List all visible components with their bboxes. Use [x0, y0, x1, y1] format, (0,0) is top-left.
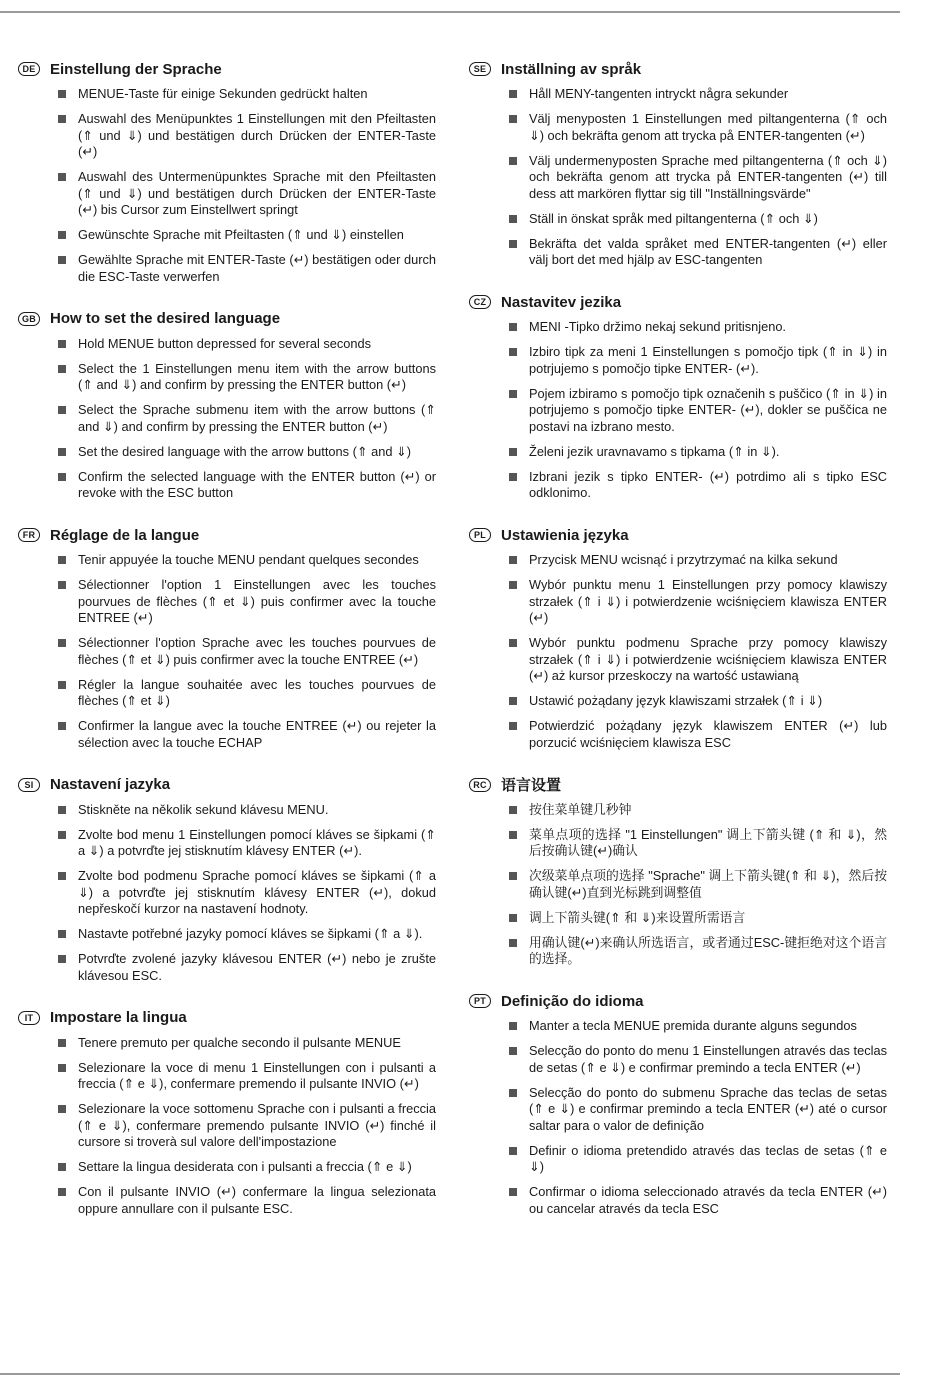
instruction-text: Confirm the selected language with the ENTER button (↵) or revoke with the ESC button — [78, 468, 436, 500]
instruction-item — [18, 827, 436, 860]
bullet-square-icon — [509, 556, 517, 564]
bullet-square-icon — [58, 1039, 66, 1047]
language-section-de — [18, 58, 436, 308]
section-spacer — [469, 1226, 887, 1240]
language-section-si — [18, 774, 436, 1007]
bullet-square-icon — [58, 256, 66, 264]
instruction-text: Set the desired language with the arrow buttons (⇑ and ⇓) — [78, 443, 412, 459]
bullet-square-icon — [58, 1188, 66, 1196]
instruction-text: Potvrďte zvolené jazyky klávesou ENTER (↵) nebo je zrušte klávesou ESC. — [78, 951, 436, 983]
instruction-text: Håll MENY-tangenten intryckt några sekunder — [529, 86, 789, 101]
language-section-gb — [18, 308, 436, 525]
instruction-item — [18, 635, 436, 668]
bullet-square-icon — [58, 115, 66, 123]
instruction-item — [469, 868, 887, 901]
instruction-item — [18, 1159, 436, 1176]
instruction-item — [18, 111, 436, 161]
instruction-text: 用确认键(↵)来确认所选语言，或者通过ESC-键拒绝对这个语言的选择。 — [529, 934, 887, 966]
instruction-text: Gewählte Sprache mit ENTER-Taste (↵) bestätigen oder durch die ESC-Taste verwerfen — [78, 252, 436, 284]
section-spacer — [469, 760, 887, 774]
bullet-square-icon — [58, 639, 66, 647]
top-rule — [0, 11, 900, 13]
instruction-text: Auswahl des Untermenüpunktes Sprache mit den Pfeiltasten (⇑ und ⇓) und bestätigen durch Drücken der ENTER-Taste (↵) bis Cursor zum Einstellwert springt — [78, 169, 436, 217]
instruction-item — [469, 827, 887, 860]
bullet-square-icon — [509, 90, 517, 98]
left-column — [18, 58, 436, 1240]
bullet-square-icon — [58, 1064, 66, 1072]
instruction-text: 按住菜单键几秒钟 — [529, 801, 632, 817]
instruction-list — [469, 552, 887, 751]
language-code-badge: FR — [18, 528, 40, 542]
section-heading — [469, 990, 887, 1012]
instruction-item — [18, 718, 436, 751]
instruction-item — [469, 469, 887, 502]
bullet-square-icon — [58, 406, 66, 414]
section-heading — [469, 524, 887, 546]
instruction-text: Ustawić pożądany język klawiszami strzałek (⇑ i ⇓) — [529, 693, 823, 708]
bullet-square-icon — [509, 581, 517, 589]
instruction-text: Tenir appuyée la touche MENU pendant quelques secondes — [78, 552, 419, 567]
bullet-square-icon — [509, 1188, 517, 1196]
bullet-square-icon — [509, 1047, 517, 1055]
section-heading — [18, 58, 436, 80]
section-title: Nastavení jazyka — [50, 776, 171, 793]
instruction-text: Wybór punktu menu 1 Einstellungen przy pomocy klawiszy strzałek (⇑ i ⇓) i potwierdzenie wciśnięciem klawisza ENTER (↵) — [529, 577, 887, 625]
section-spacer — [18, 510, 436, 524]
language-section-fr — [18, 524, 436, 774]
section-title: Inställning av språk — [501, 60, 642, 78]
instruction-text: Selecção do ponto do menu 1 Einstellungen através das teclas de setas (⇑ e ⇓) e confirmar premindo a tecla ENTER (↵) — [529, 1043, 887, 1075]
bullet-square-icon — [509, 115, 517, 123]
instruction-item — [469, 444, 887, 461]
section-spacer — [18, 993, 436, 1007]
section-title: Impostare la lingua — [50, 1009, 187, 1026]
instruction-item — [469, 1085, 887, 1135]
section-title: Einstellung der Sprache — [50, 60, 222, 78]
instruction-text: Ställ in önskat språk med piltangenterna (⇑ och ⇓) — [529, 210, 818, 226]
instruction-text: Wybór punktu podmenu Sprache przy pomocy klawiszy strzałek (⇑ i ⇓) i potwierdzenie wciśnięciem klawisza ENTER (↵) aż kursor przeskoczy na wartość ustawianą — [529, 635, 887, 683]
instruction-text: Auswahl des Menüpunktes 1 Einstellungen mit den Pfeiltasten (⇑ und ⇓) und bestätigen durch Drücken der ENTER-Taste (↵) — [78, 111, 436, 159]
bullet-square-icon — [509, 806, 517, 814]
instruction-text: Definir o idioma pretendido através das teclas de setas (⇑ e ⇓) — [529, 1142, 887, 1174]
instruction-item — [469, 718, 887, 751]
instruction-text: 菜单点项的选择 "1 Einstellungen" 调上下箭头键 (⇑ 和 ⇓)，然后按确认键(↵)确认 — [529, 826, 887, 858]
bullet-square-icon — [58, 955, 66, 963]
instruction-text: Bekräfta det valda språket med ENTER-tangenten (↵) eller välj bort det med hjälp av ESC-tangenten — [529, 235, 887, 267]
bullet-square-icon — [509, 240, 517, 248]
instruction-text: Manter a tecla MENUE premida durante alguns segundos — [529, 1018, 857, 1033]
instruction-item — [18, 577, 436, 627]
instruction-item — [469, 577, 887, 627]
section-spacer — [469, 510, 887, 524]
instruction-item — [469, 910, 887, 927]
section-title: How to set the desired language — [50, 310, 281, 327]
instruction-text: Przycisk MENU wcisnąć i przytrzymać na kilka sekund — [529, 552, 838, 567]
section-heading — [18, 1007, 436, 1029]
language-section-pt — [469, 990, 887, 1240]
language-code-badge: SE — [469, 62, 491, 76]
instruction-text: Pojem izbiramo s pomočjo tipk označenih s puščico (⇑ in ⇓) in potrjujemo s pomočjo tipke ENTER- (↵), dokler se puščica ne postavi na izbrano mesto. — [529, 385, 887, 434]
instruction-item — [469, 386, 887, 436]
bullet-square-icon — [509, 1089, 517, 1097]
instruction-text: Stiskněte na několik sekund klávesu MENU. — [78, 801, 329, 817]
instruction-item — [18, 252, 436, 285]
instruction-item — [18, 802, 436, 819]
instruction-item — [18, 868, 436, 918]
bullet-square-icon — [509, 473, 517, 481]
instruction-item — [18, 951, 436, 984]
instruction-item — [18, 926, 436, 943]
section-title: Nastavitev jezika — [501, 293, 622, 311]
instruction-text: Select the Sprache submenu item with the arrow buttons (⇑ and ⇓) and confirm by pressing the ENTER button (↵) — [78, 402, 436, 434]
instruction-list — [469, 319, 887, 502]
bullet-square-icon — [509, 1022, 517, 1030]
instruction-item — [18, 1101, 436, 1151]
instruction-item — [18, 1035, 436, 1052]
instruction-text: Sélectionner l'option Sprache avec les touches pourvues de flèches (⇑ et ⇓) puis confirmer avec la touche ENTREE (↵) — [78, 635, 436, 667]
language-section-cz — [469, 291, 887, 524]
language-code-badge: SI — [18, 778, 40, 792]
bullet-square-icon — [58, 681, 66, 689]
bullet-square-icon — [509, 448, 517, 456]
section-heading — [18, 774, 436, 796]
instruction-item — [469, 211, 887, 228]
instruction-list — [18, 552, 436, 751]
bullet-square-icon — [509, 157, 517, 165]
section-title: Definição do idioma — [501, 992, 644, 1010]
section-heading — [469, 58, 887, 80]
instruction-item — [18, 361, 436, 394]
instruction-text: Confirmer la langue avec la touche ENTREE (↵) ou rejeter la sélection avec la touche ECHAP — [78, 718, 436, 750]
language-code-badge: RC — [469, 778, 491, 792]
instruction-text: Selecção do ponto do submenu Sprache das teclas de setas (⇑ e ⇓) e confirmar premindo a tecla ENTER (↵) até o cursor saltar para o valor de definição — [529, 1084, 887, 1133]
instruction-text: Selezionare la voce sottomenu Sprache con i pulsanti a freccia (⇑ e ⇓), confermare premendo pulsante INVIO (↵) finché il cursore si troverà sul valore dell'impostazione — [78, 1101, 436, 1149]
instruction-item — [469, 635, 887, 685]
language-section-it — [18, 1007, 436, 1240]
instruction-text: Potwierdzić pożądany język klawiszem ENTER (↵) lub porzucić wciśnięciem klawisza ESC — [529, 718, 887, 750]
language-section-pl — [469, 524, 887, 774]
bullet-square-icon — [58, 872, 66, 880]
instruction-text: Želeni jezik uravnavamo s tipkama (⇑ in ⇓). — [529, 443, 780, 459]
instruction-item — [469, 319, 887, 336]
instruction-text: Välj undermenyposten Sprache med piltangenterna (⇑ och ⇓) och bekräfta genom att trycka på ENTER-tangenten (↵) till dess att markören flyttar sig till "Inställningsvärde" — [529, 152, 887, 201]
instruction-item — [469, 153, 887, 203]
language-section-rc — [469, 774, 887, 991]
section-spacer — [469, 277, 887, 291]
instruction-item — [18, 169, 436, 219]
instruction-item — [469, 693, 887, 710]
instruction-text: Zvolte bod podmenu Sprache pomocí kláves se šipkami (⇑ a ⇓) a potvrďte jej stisknutím klávesy ENTER (↵), dokud nepřeskočí kurzor na nastavení hodnoty. — [78, 868, 436, 916]
bullet-square-icon — [509, 831, 517, 839]
instruction-item — [18, 469, 436, 502]
section-spacer — [18, 760, 436, 774]
section-title: Ustawienia języka — [501, 526, 629, 544]
instruction-item — [469, 344, 887, 377]
bullet-square-icon — [58, 1163, 66, 1171]
bullet-square-icon — [58, 473, 66, 481]
bullet-square-icon — [509, 914, 517, 922]
instruction-item — [469, 935, 887, 968]
instruction-item — [18, 402, 436, 435]
bullet-square-icon — [58, 173, 66, 181]
instruction-item — [469, 1043, 887, 1076]
instruction-text: Hold MENUE button depressed for several seconds — [78, 335, 372, 351]
instruction-text: Tenere premuto per qualche secondo il pulsante MENUE — [78, 1034, 401, 1050]
instruction-item — [469, 1184, 887, 1217]
language-section-se — [469, 58, 887, 291]
instruction-text: MENI -Tipko držimo nekaj sekund pritisnjeno. — [529, 319, 786, 334]
instruction-item — [469, 111, 887, 144]
bullet-square-icon — [58, 365, 66, 373]
right-column — [469, 58, 887, 1240]
section-spacer — [18, 1226, 436, 1240]
instruction-item — [469, 1143, 887, 1176]
section-spacer — [18, 294, 436, 308]
instruction-text: Gewünschte Sprache mit Pfeiltasten (⇑ und ⇓) einstellen — [78, 227, 404, 242]
instruction-item — [18, 336, 436, 353]
bullet-square-icon — [509, 697, 517, 705]
bullet-square-icon — [58, 831, 66, 839]
instruction-item — [469, 236, 887, 269]
instruction-list — [469, 1018, 887, 1217]
instruction-text: 调上下箭头键(⇑ 和 ⇓)来设置所需语言 — [529, 909, 746, 925]
instruction-text: Settare la lingua desiderata con i pulsanti a freccia (⇑ e ⇓) — [78, 1159, 412, 1174]
instruction-list — [469, 802, 887, 968]
section-heading — [18, 524, 436, 546]
instruction-text: Izbiro tipk za meni 1 Einstellungen s pomočjo tipk (⇑ in ⇓) in potrjujemo s pomočjo tipke ENTER- (↵). — [529, 344, 887, 376]
instruction-item — [18, 86, 436, 103]
instruction-text: Confirmar o idioma seleccionado através da tecla ENTER (↵) ou cancelar através da tecla ESC — [529, 1184, 887, 1216]
instruction-item — [469, 1018, 887, 1035]
bullet-square-icon — [58, 930, 66, 938]
instruction-list — [469, 86, 887, 269]
language-code-badge: PL — [469, 528, 491, 542]
instruction-item — [469, 552, 887, 569]
instruction-item — [18, 552, 436, 569]
instruction-item — [18, 444, 436, 461]
bullet-square-icon — [509, 872, 517, 880]
bullet-square-icon — [509, 639, 517, 647]
instruction-text: Izbrani jezik s tipko ENTER- (↵) potrdimo ali s tipko ESC odklonimo. — [529, 468, 887, 500]
bottom-rule — [0, 1373, 900, 1375]
bullet-square-icon — [509, 1147, 517, 1155]
bullet-square-icon — [58, 340, 66, 348]
bullet-square-icon — [509, 323, 517, 331]
instruction-item — [18, 677, 436, 710]
section-heading — [469, 291, 887, 313]
instruction-list — [18, 802, 436, 985]
language-code-badge: CZ — [469, 295, 491, 309]
instruction-item — [18, 1060, 436, 1093]
section-title: 语言设置 — [501, 777, 562, 794]
instruction-item — [18, 1184, 436, 1217]
language-code-badge: DE — [18, 62, 40, 76]
section-title: Réglage de la langue — [50, 526, 200, 544]
bullet-square-icon — [509, 390, 517, 398]
instruction-text: Välj menyposten 1 Einstellungen med piltangenterna (⇑ och ⇓) och bekräfta genom att trycka på ENTER-tangenten (↵) — [529, 111, 887, 143]
bullet-square-icon — [58, 556, 66, 564]
instruction-text: Nastavte potřebné jazyky pomocí kláves se šipkami (⇑ a ⇓). — [78, 926, 423, 941]
bullet-square-icon — [509, 215, 517, 223]
instruction-text: Sélectionner l'option 1 Einstellungen avec les touches pourvues de flèches (⇑ et ⇓) puis confirmer avec la touche ENTREE (↵) — [78, 577, 436, 625]
instruction-list — [18, 86, 436, 285]
instruction-text: MENUE-Taste für einige Sekunden gedrückt halten — [78, 86, 368, 101]
bullet-square-icon — [509, 348, 517, 356]
bullet-square-icon — [509, 722, 517, 730]
instruction-text: Zvolte bod menu 1 Einstellungen pomocí kláves se šipkami (⇑ a ⇓) a potvrďte jej stisknutím klávesy ENTER (↵). — [78, 826, 436, 858]
instruction-text: 次级菜单点项的选择 "Sprache" 调上下箭头键(⇑ 和 ⇓)，然后按确认键(↵)直到光标跳到调整值 — [529, 868, 887, 900]
instruction-item — [469, 802, 887, 819]
instruction-list — [18, 336, 436, 502]
language-code-badge: PT — [469, 994, 491, 1008]
section-heading — [18, 308, 436, 330]
bullet-square-icon — [58, 231, 66, 239]
bullet-square-icon — [58, 90, 66, 98]
instruction-list — [18, 1035, 436, 1218]
instruction-text: Selezionare la voce di menu 1 Einstellungen con i pulsanti a freccia (⇑ e ⇓), confermare premendo il pulsante INVIO (↵) — [78, 1059, 436, 1091]
bullet-square-icon — [58, 1105, 66, 1113]
instruction-text: Select the 1 Einstellungen menu item with the arrow buttons (⇑ and ⇓) and confirm by pressing the ENTER button (↵) — [78, 360, 436, 392]
bullet-square-icon — [509, 939, 517, 947]
instruction-text: Con il pulsante INVIO (↵) confermare la lingua selezionata oppure annullare con il pulsante ESC. — [78, 1184, 436, 1216]
instruction-item — [18, 227, 436, 244]
bullet-square-icon — [58, 581, 66, 589]
section-heading — [469, 774, 887, 796]
bullet-square-icon — [58, 806, 66, 814]
language-code-badge: GB — [18, 312, 40, 326]
bullet-square-icon — [58, 448, 66, 456]
instruction-item — [469, 86, 887, 103]
instruction-text: Régler la langue souhaitée avec les touches pourvues de flèches (⇑ et ⇓) — [78, 676, 436, 708]
bullet-square-icon — [58, 722, 66, 730]
language-code-badge: IT — [18, 1011, 40, 1025]
section-spacer — [469, 976, 887, 990]
